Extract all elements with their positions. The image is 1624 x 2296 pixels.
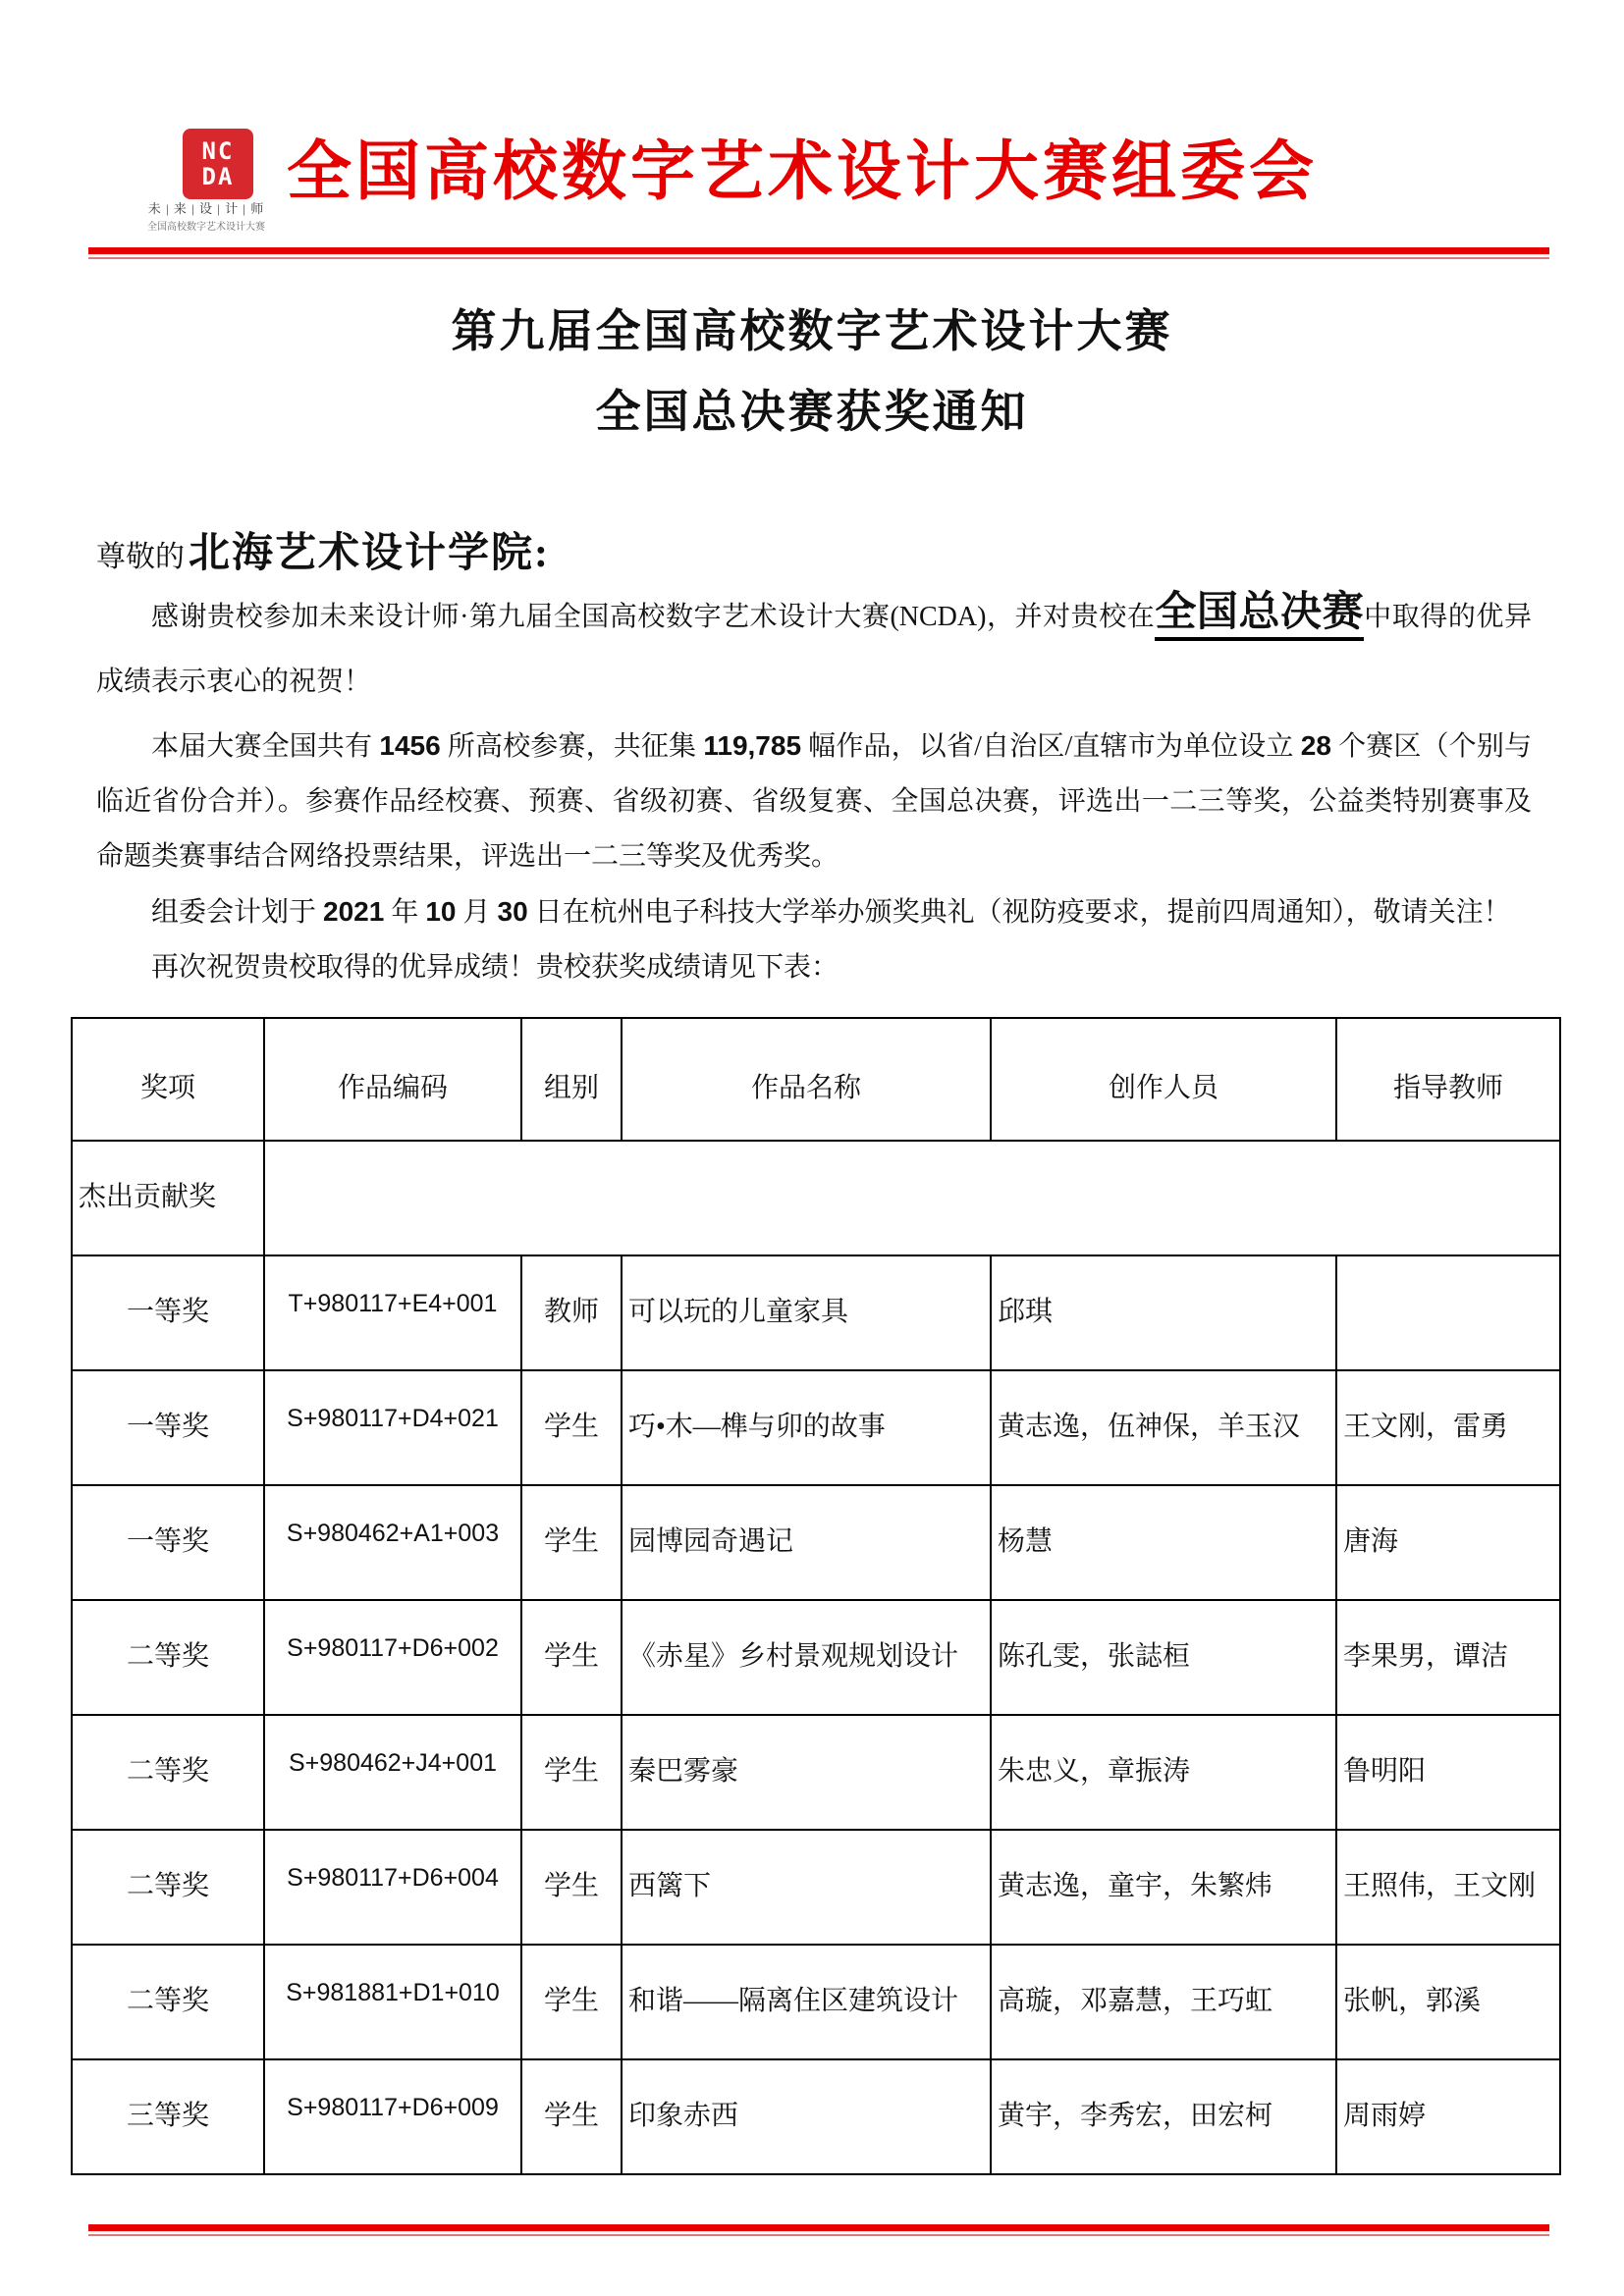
cell-group: 学生 xyxy=(521,1370,622,1485)
cell-work: 西篱下 xyxy=(622,1830,991,1945)
cell-group: 教师 xyxy=(521,1255,622,1370)
footer-rule-thin xyxy=(88,2234,1549,2236)
ncda-logo-icon xyxy=(183,129,253,199)
table-row xyxy=(72,1715,1560,1830)
school-name: 北海艺术设计学院: xyxy=(189,531,550,576)
paragraph-congratulations xyxy=(96,585,1532,715)
section-award-label: 杰出贡献奖 xyxy=(72,1141,264,1255)
paragraph-text: 个赛区（个别与临近省份合并）。参赛作品经校赛、预赛、省级初赛、省级复赛、全国总决赛，评选出一二三等奖，公益类特别赛事及命题类赛事结合网络投票结果，评选出一二三等奖及优秀奖。 xyxy=(96,731,1532,872)
logo-text-bottom: DA xyxy=(201,163,235,190)
cell-group: 学生 xyxy=(521,1715,622,1830)
cell-teachers: 张帆，郭溪 xyxy=(1336,1945,1560,2059)
cell-creators: 黄宇，李秀宏，田宏柯 xyxy=(991,2059,1336,2174)
footer-rule-thick xyxy=(88,2224,1549,2231)
cell-work: 巧•木—榫与卯的故事 xyxy=(622,1370,991,1485)
cell-teachers: 王照伟，王文刚 xyxy=(1336,1830,1560,1945)
col-header-code: 作品编码 xyxy=(264,1018,521,1141)
cell-creators: 杨慧 xyxy=(991,1485,1336,1600)
cell-work: 印象赤西 xyxy=(622,2059,991,2174)
col-header-work: 作品名称 xyxy=(622,1018,991,1141)
paragraph-ceremony xyxy=(96,884,1532,940)
cell-teachers: 唐海 xyxy=(1336,1485,1560,1600)
header-rule xyxy=(88,247,1549,259)
awards-table xyxy=(71,1017,1561,2175)
paragraph-see-table: 再次祝贺贵校取得的优异成绩！贵校获奖成绩请见下表： xyxy=(151,952,839,983)
document-title-line1: 第九届全国高校数字艺术设计大赛 xyxy=(451,306,1173,356)
cell-code: S+980462+A1+003 xyxy=(264,1485,521,1600)
table-row xyxy=(72,1830,1560,1945)
paragraph-text: 感谢贵校参加未来设计师·第九届全国高校数字艺术设计大赛(NCDA)，并对贵校在 xyxy=(151,602,1156,632)
table-row xyxy=(72,1255,1560,1370)
cell-work: 可以玩的儿童家具 xyxy=(622,1255,991,1370)
footer-rule xyxy=(88,2224,1549,2236)
section-empty-cell xyxy=(264,1141,1560,1255)
cell-creators: 陈孔雯，张誌桓 xyxy=(991,1600,1336,1715)
paragraph-text: 月 xyxy=(456,897,498,928)
ceremony-month: 10 xyxy=(425,896,457,927)
cell-group: 学生 xyxy=(521,1830,622,1945)
table-row xyxy=(72,2059,1560,2174)
cell-group: 学生 xyxy=(521,1945,622,2059)
cell-award: 二等奖 xyxy=(72,1830,264,1945)
cell-teachers xyxy=(1336,1255,1560,1370)
cell-work: 《赤星》乡村景观规划设计 xyxy=(622,1600,991,1715)
cell-group: 学生 xyxy=(521,1485,622,1600)
cell-award: 一等奖 xyxy=(72,1485,264,1600)
cell-teachers: 王文刚，雷勇 xyxy=(1336,1370,1560,1485)
cell-code: S+981881+D1+010 xyxy=(264,1945,521,2059)
table-row xyxy=(72,1945,1560,2059)
col-header-creators: 创作人员 xyxy=(991,1018,1336,1141)
cell-creators: 黄志逸，伍神保，羊玉汉 xyxy=(991,1370,1336,1485)
paragraph-text: 组委会计划于 xyxy=(151,897,324,928)
paragraph-text: 中取得的优异成绩表示衷心的祝贺！ xyxy=(96,602,1532,697)
logo-slogan: 未 | 来 | 设 | 计 | 师 xyxy=(147,201,265,216)
paragraph-text: 年 xyxy=(384,897,426,928)
paragraph-text: 日在杭州电子科技大学举办颁奖典礼（视防疫要求，提前四周通知），敬请关注！ xyxy=(527,897,1511,928)
salutation xyxy=(96,528,1624,579)
cell-award: 一等奖 xyxy=(72,1370,264,1485)
logo-subtitle: 全国高校数字艺术设计大赛 xyxy=(147,222,265,233)
paragraph-text: 幅作品，以省/自治区/直辖市为单位设立 xyxy=(801,731,1301,762)
table-row xyxy=(72,1370,1560,1485)
stat-zones: 28 xyxy=(1300,730,1331,761)
cell-teachers: 鲁明阳 xyxy=(1336,1715,1560,1830)
table-header-row xyxy=(72,1018,1560,1141)
cell-creators: 邱琪 xyxy=(991,1255,1336,1370)
ceremony-day: 30 xyxy=(497,896,528,927)
cell-award: 三等奖 xyxy=(72,2059,264,2174)
cell-creators: 高璇，邓嘉慧，王巧虹 xyxy=(991,1945,1336,2059)
cell-award: 二等奖 xyxy=(72,1945,264,2059)
cell-creators: 朱忠义，章振涛 xyxy=(991,1715,1336,1830)
col-header-teachers: 指导教师 xyxy=(1336,1018,1560,1141)
cell-code: S+980117+D4+021 xyxy=(264,1370,521,1485)
section-row xyxy=(72,1141,1560,1255)
cell-code: S+980462+J4+001 xyxy=(264,1715,521,1830)
cell-teachers: 李果男，谭洁 xyxy=(1336,1600,1560,1715)
stat-works: 119,785 xyxy=(703,730,802,761)
header-rule-thin xyxy=(88,257,1549,259)
paragraph-text: 所高校参赛，共征集 xyxy=(440,731,704,762)
cell-award: 二等奖 xyxy=(72,1600,264,1715)
cell-group: 学生 xyxy=(521,1600,622,1715)
cell-work: 和谐——隔离住区建筑设计 xyxy=(622,1945,991,2059)
paragraph-text: 本届大赛全国共有 xyxy=(151,731,380,762)
cell-creators: 黄志逸，童宇，朱繁炜 xyxy=(991,1830,1336,1945)
cell-code: S+980117+D6+009 xyxy=(264,2059,521,2174)
stat-schools: 1456 xyxy=(379,730,441,761)
salutation-prefix: 尊敬的 xyxy=(96,541,185,573)
paragraph-competition-stats xyxy=(96,719,1532,884)
cell-code: S+980117+D6+002 xyxy=(264,1600,521,1715)
header-rule-thick xyxy=(88,247,1549,254)
document-body xyxy=(0,291,1624,2175)
finals-highlight: 全国总决赛 xyxy=(1155,590,1364,641)
cell-work: 秦巴雾豪 xyxy=(622,1715,991,1830)
cell-code: T+980117+E4+001 xyxy=(264,1255,521,1370)
cell-award: 一等奖 xyxy=(72,1255,264,1370)
col-header-group: 组别 xyxy=(521,1018,622,1141)
table-row xyxy=(72,1600,1560,1715)
logo-text-top: NC xyxy=(201,137,235,165)
organization-title: 全国高校数字艺术设计大赛组委会 xyxy=(287,136,1318,208)
cell-teachers: 周雨婷 xyxy=(1336,2059,1560,2174)
col-header-award: 奖项 xyxy=(72,1018,264,1141)
cell-work: 园博园奇遇记 xyxy=(622,1485,991,1600)
ceremony-year: 2021 xyxy=(323,896,385,927)
document-title-line2: 全国总决赛获奖通知 xyxy=(595,387,1029,437)
cell-code: S+980117+D6+004 xyxy=(264,1830,521,1945)
cell-award: 二等奖 xyxy=(72,1715,264,1830)
table-row xyxy=(72,1485,1560,1600)
cell-group: 学生 xyxy=(521,2059,622,2174)
